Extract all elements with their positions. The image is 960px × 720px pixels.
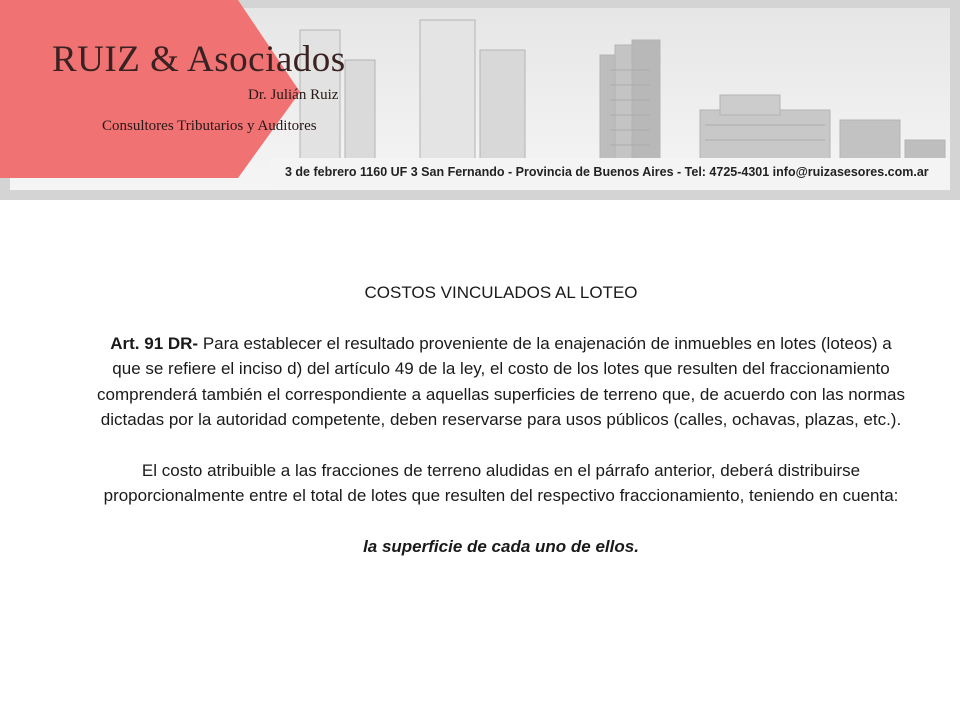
- header-banner: [0, 0, 960, 200]
- brand-person-name: Dr. Julián Ruiz: [248, 87, 339, 103]
- paragraph-article: [96, 331, 906, 433]
- contact-info: 3 de febrero 1160 UF 3 San Fernando - Provincia de Buenos Aires - Tel: 4725-4301 info@ruizasesores.com.ar: [285, 165, 929, 179]
- emphasis-line: la superficie de cada uno de ellos.: [363, 536, 639, 556]
- article-text: Para establecer el resultado proveniente de la enajenación de inmuebles en lotes (loteos) a que se refiere el inciso d) del artículo 49 de la ley, el costo de los lotes que resulten del fraccionamiento comprenderá también el correspondiente a aquellas superficies de terreno que, de acuerdo con las normas dictadas por la autoridad competente, deben reservarse para usos públicos (calles, ochavas, plazas, etc.).: [97, 333, 905, 429]
- brand-tagline: Consultores Tributarios y Auditores: [102, 118, 317, 134]
- article-label: Art. 91 DR-: [110, 333, 199, 353]
- brand-logo-text: RUIZ & Asociados: [52, 39, 346, 80]
- document-heading: COSTOS VINCULADOS AL LOTEO: [364, 283, 638, 302]
- paragraph-distribution: El costo atribuible a las fracciones de terreno aludidas en el párrafo anterior, deberá distribuirse proporcionalmente entre el total de lotes que resulten del respectivo fraccionamiento, teniendo en cuenta:: [103, 460, 899, 505]
- document-body: [96, 280, 906, 559]
